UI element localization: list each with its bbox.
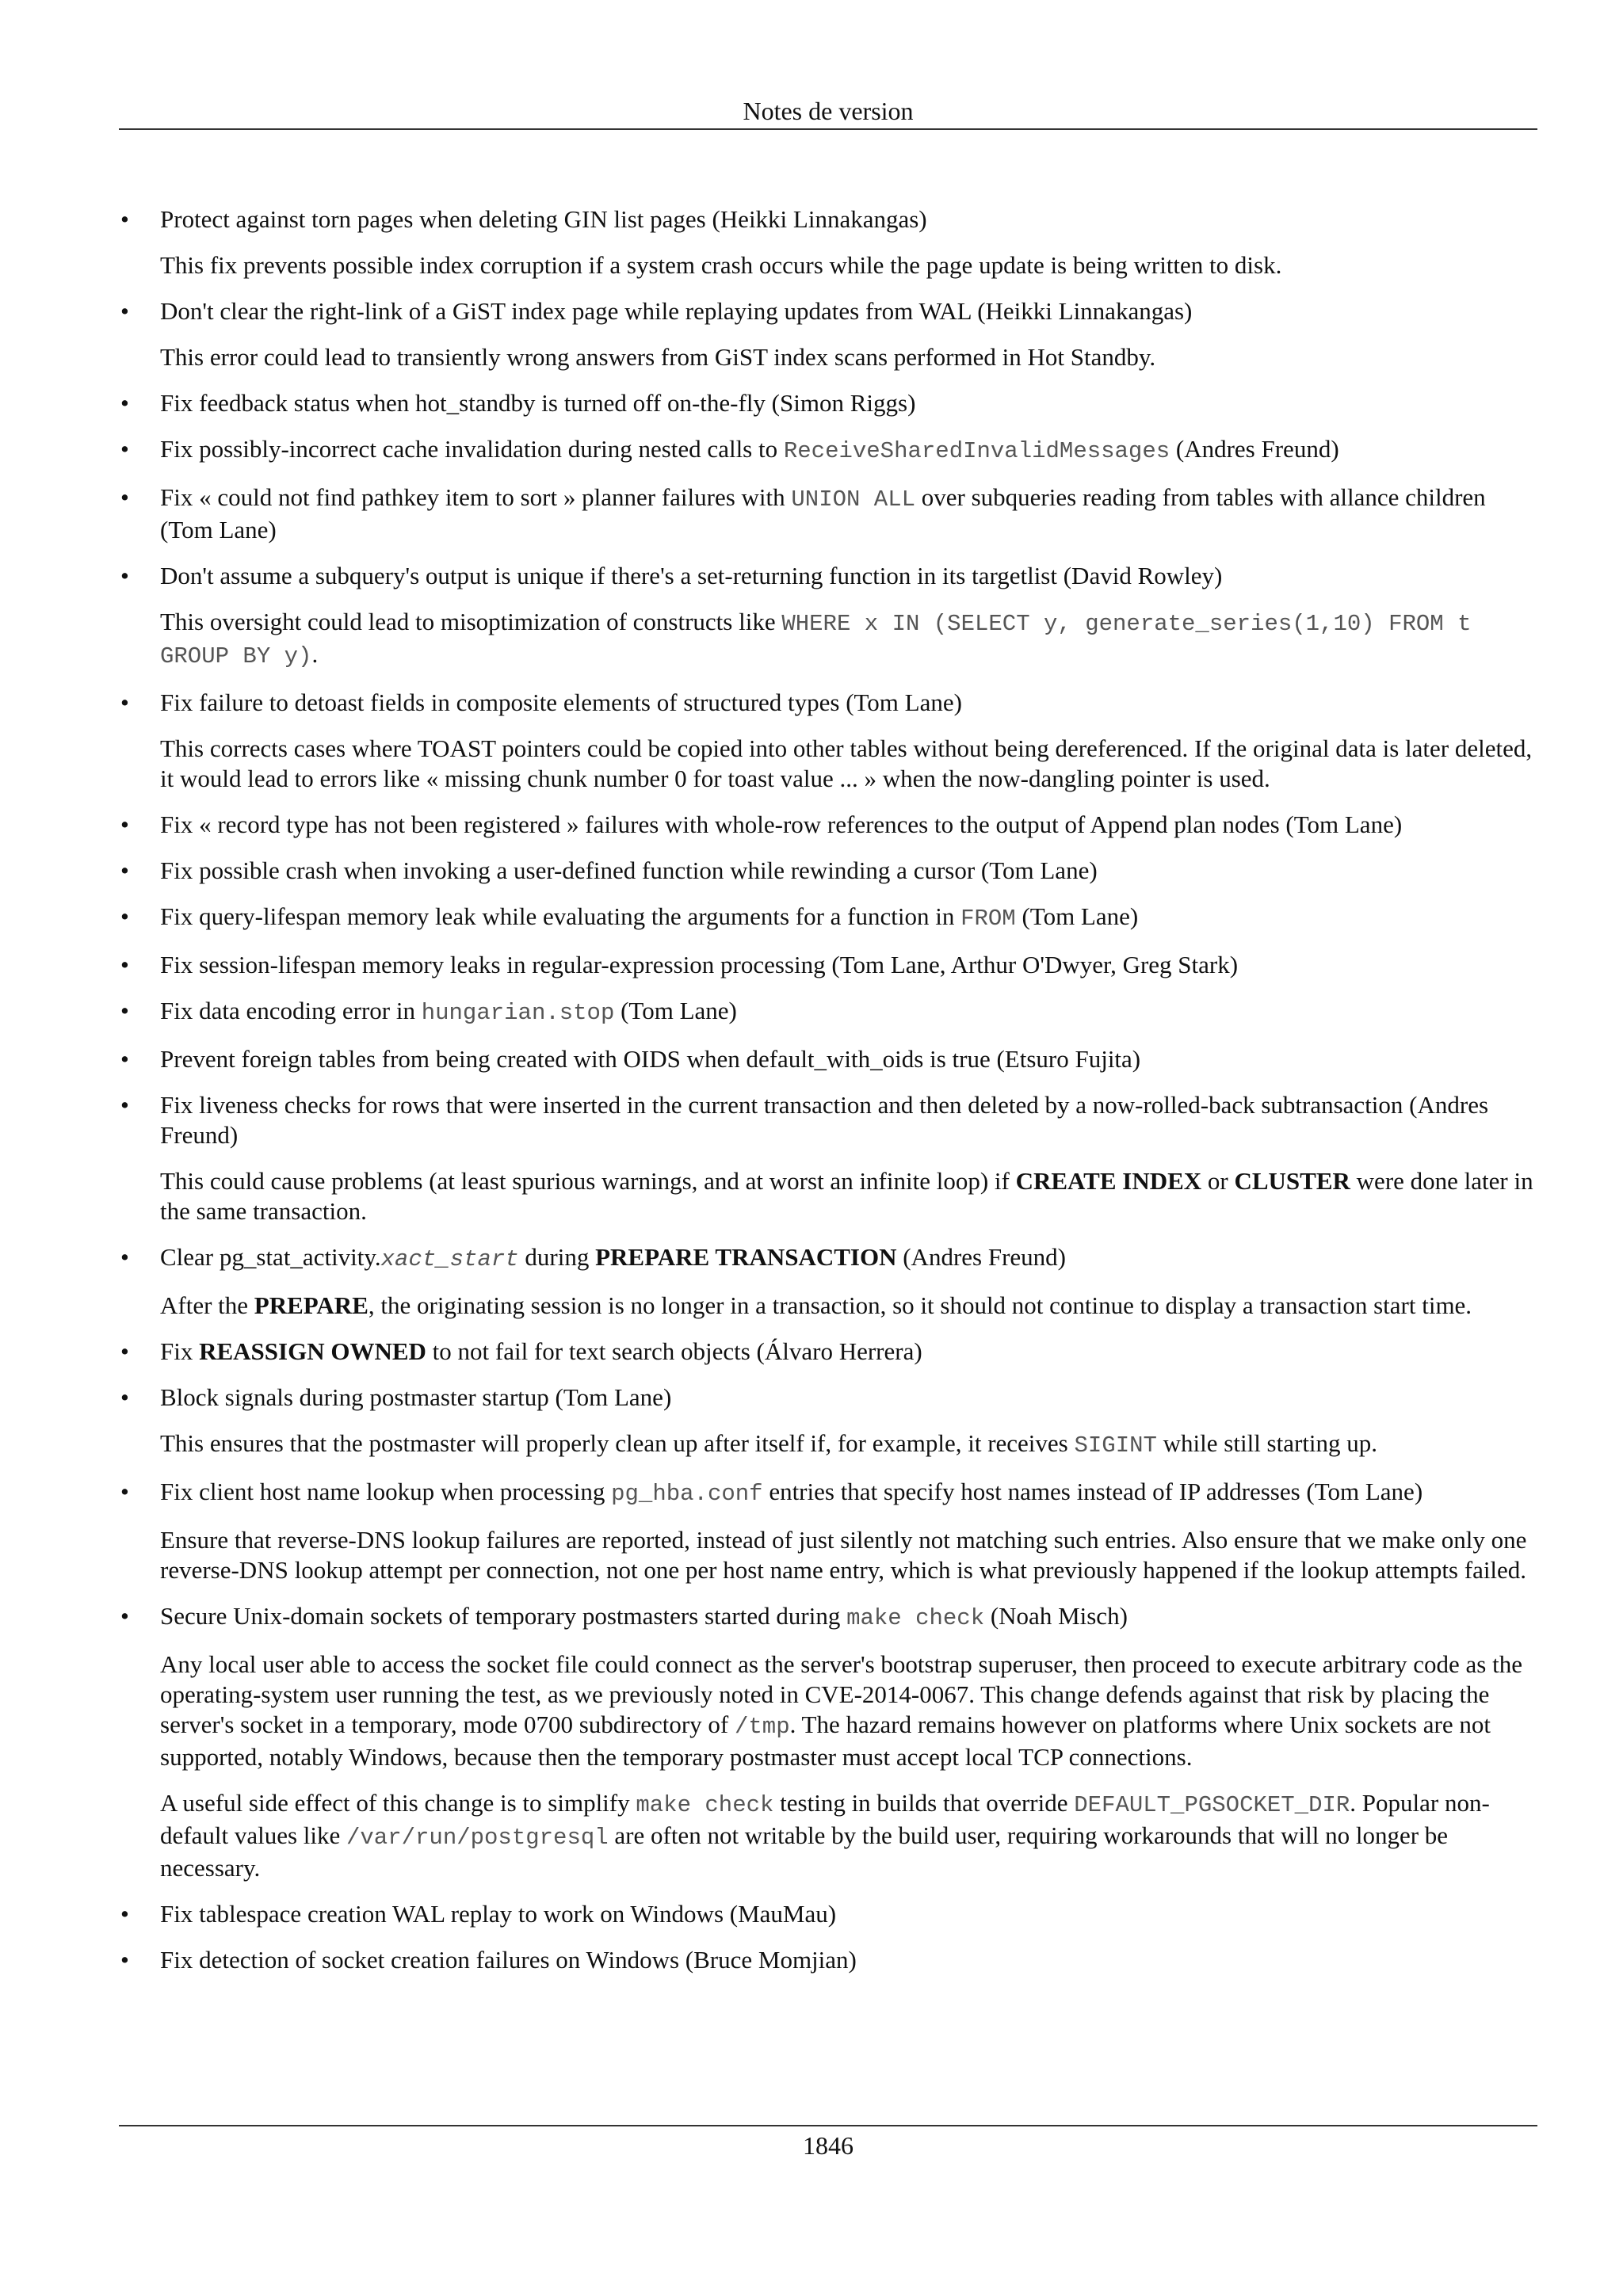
- list-item: • Fix REASSIGN OWNED to not fail for text search objects (Álvaro Herrera): [119, 1337, 1537, 1367]
- release-notes-list: [119, 204, 1537, 1991]
- list-item: • Don't assume a subquery's output is unique if there's a set-returning function in its targetlist (David Rowley): [119, 561, 1537, 591]
- bold-command: PREPARE: [254, 1291, 369, 1319]
- item-description: Any local user able to access the socket file could connect as the server's bootstrap superuser, then proceed to execute arbitrary code as the operating-system user running the test, as we previously noted in CVE-2014-0067. This change defends against that risk by placing the server's socket in a temporary, mode 0700 subdirectory of /tmp. The hazard remains however on platforms where Unix sockets are not supported, notably Windows, because then the temporary postmaster must accept local TCP connections.: [160, 1650, 1522, 1771]
- list-item: • Fix query-lifespan memory leak while evaluating the arguments for a function in FROM (Tom Lane): [119, 902, 1537, 934]
- list-item: • Fix tablespace creation WAL replay to work on Windows (MauMau): [119, 1899, 1537, 1929]
- list-item: • Fix detection of socket creation failures on Windows (Bruce Momjian): [119, 1945, 1537, 1975]
- list-item: • Fix liveness checks for rows that were inserted in the current transaction and then deleted by a now-rolled-back subtransaction (Andres Freund): [119, 1090, 1537, 1150]
- list-item: • Protect against torn pages when deleting GIN list pages (Heikki Linnakangas): [119, 204, 1537, 235]
- list-item: • Fix failure to detoast fields in composite elements of structured types (Tom Lane): [119, 688, 1537, 718]
- code-literal: hungarian.stop: [421, 1000, 615, 1026]
- list-item: • Fix client host name lookup when processing pg_hba.conf entries that specify host names instead of IP addresses (Tom Lane): [119, 1477, 1537, 1509]
- bold-command: PREPARE TRANSACTION: [595, 1243, 897, 1271]
- item-description: This oversight could lead to misoptimization of constructs like WHERE x IN (SELECT y, generate_series(1,10) FROM t GROUP BY y).: [160, 608, 1472, 669]
- code-literal: ReceiveSharedInvalidMessages: [783, 438, 1170, 464]
- code-literal: SIGINT: [1074, 1432, 1157, 1459]
- item-description: A useful side effect of this change is to simplify make check testing in builds that override DEFAULT_PGSOCKET_DIR. Popular non-default values like /var/run/postgresql are often not writable by the build user, requiring workarounds that will no longer be necessary.: [160, 1789, 1490, 1882]
- list-item: • Fix possibly-incorrect cache invalidation during nested calls to ReceiveSharedInvalidMessages (Andres Freund): [119, 434, 1537, 467]
- code-literal: UNION ALL: [791, 486, 916, 513]
- item-description: This error could lead to transiently wrong answers from GiST index scans performed in Hot Standby.: [160, 343, 1156, 371]
- code-literal: DEFAULT_PGSOCKET_DIR: [1074, 1792, 1350, 1818]
- item-description: Ensure that reverse-DNS lookup failures are reported, instead of just silently not matching such entries. Also ensure that we make only one reverse-DNS lookup attempt per connection, not one per host name entry, which is what previously happened if the lookup attempts failed.: [160, 1526, 1527, 1584]
- code-literal: FROM: [960, 906, 1016, 932]
- list-item: • Clear pg_stat_activity.xact_start during PREPARE TRANSACTION (Andres Freund): [119, 1242, 1537, 1275]
- code-literal: /var/run/postgresql: [346, 1825, 609, 1851]
- item-description: This fix prevents possible index corruption if a system crash occurs while the page update is being written to disk.: [160, 251, 1282, 279]
- page-number: 1846: [803, 2131, 854, 2160]
- item-description: After the PREPARE, the originating session is no longer in a transaction, so it should not continue to display a transaction start time.: [160, 1291, 1472, 1319]
- code-literal: make check: [636, 1792, 774, 1818]
- list-item: • Block signals during postmaster startup (Tom Lane): [119, 1383, 1537, 1413]
- code-literal: WHERE x IN (SELECT y, generate_series(1,10) FROM t GROUP BY y): [160, 611, 1472, 669]
- code-literal: pg_hba.conf: [611, 1481, 763, 1507]
- list-item: • Fix possible crash when invoking a user-defined function while rewinding a cursor (Tom Lane): [119, 856, 1537, 886]
- code-literal: make check: [846, 1605, 985, 1631]
- code-literal: /tmp: [734, 1714, 790, 1740]
- code-literal: xact_start: [380, 1246, 519, 1272]
- list-item: • Secure Unix-domain sockets of temporary postmasters started during make check (Noah Misch): [119, 1601, 1537, 1634]
- bold-command: REASSIGN OWNED: [199, 1337, 426, 1365]
- bold-command: CREATE INDEX: [1015, 1167, 1202, 1195]
- list-item: • Don't clear the right-link of a GiST index page while replaying updates from WAL (Heikki Linnakangas): [119, 296, 1537, 326]
- page-header: [119, 93, 1537, 130]
- item-description: This corrects cases where TOAST pointers could be copied into other tables without being dereferenced. If the original data is later deleted, it would lead to errors like « missing chunk number 0 for toast value ... » when the now-dangling pointer is used.: [160, 734, 1533, 792]
- item-description: This could cause problems (at least spurious warnings, and at worst an infinite loop) if CREATE INDEX or CLUSTER were done later in the same transaction.: [160, 1167, 1533, 1225]
- list-item: • Fix « record type has not been registered » failures with whole-row references to the output of Append plan nodes (Tom Lane): [119, 810, 1537, 840]
- list-item: • Fix « could not find pathkey item to sort » planner failures with UNION ALL over subqueries reading from tables with allance children (Tom Lane): [119, 482, 1537, 545]
- list-item: • Fix session-lifespan memory leaks in regular-expression processing (Tom Lane, Arthur O'Dwyer, Greg Stark): [119, 950, 1537, 980]
- page-footer: [119, 2125, 1537, 2164]
- list-item: • Fix feedback status when hot_standby is turned off on-the-fly (Simon Riggs): [119, 388, 1537, 418]
- list-item: • Fix data encoding error in hungarian.stop (Tom Lane): [119, 996, 1537, 1028]
- header-title: Notes de version: [743, 97, 914, 125]
- item-description: This ensures that the postmaster will properly clean up after itself if, for example, it receives SIGINT while still starting up.: [160, 1429, 1378, 1459]
- bold-command: CLUSTER: [1234, 1167, 1350, 1195]
- list-item: • Prevent foreign tables from being created with OIDS when default_with_oids is true (Etsuro Fujita): [119, 1044, 1537, 1074]
